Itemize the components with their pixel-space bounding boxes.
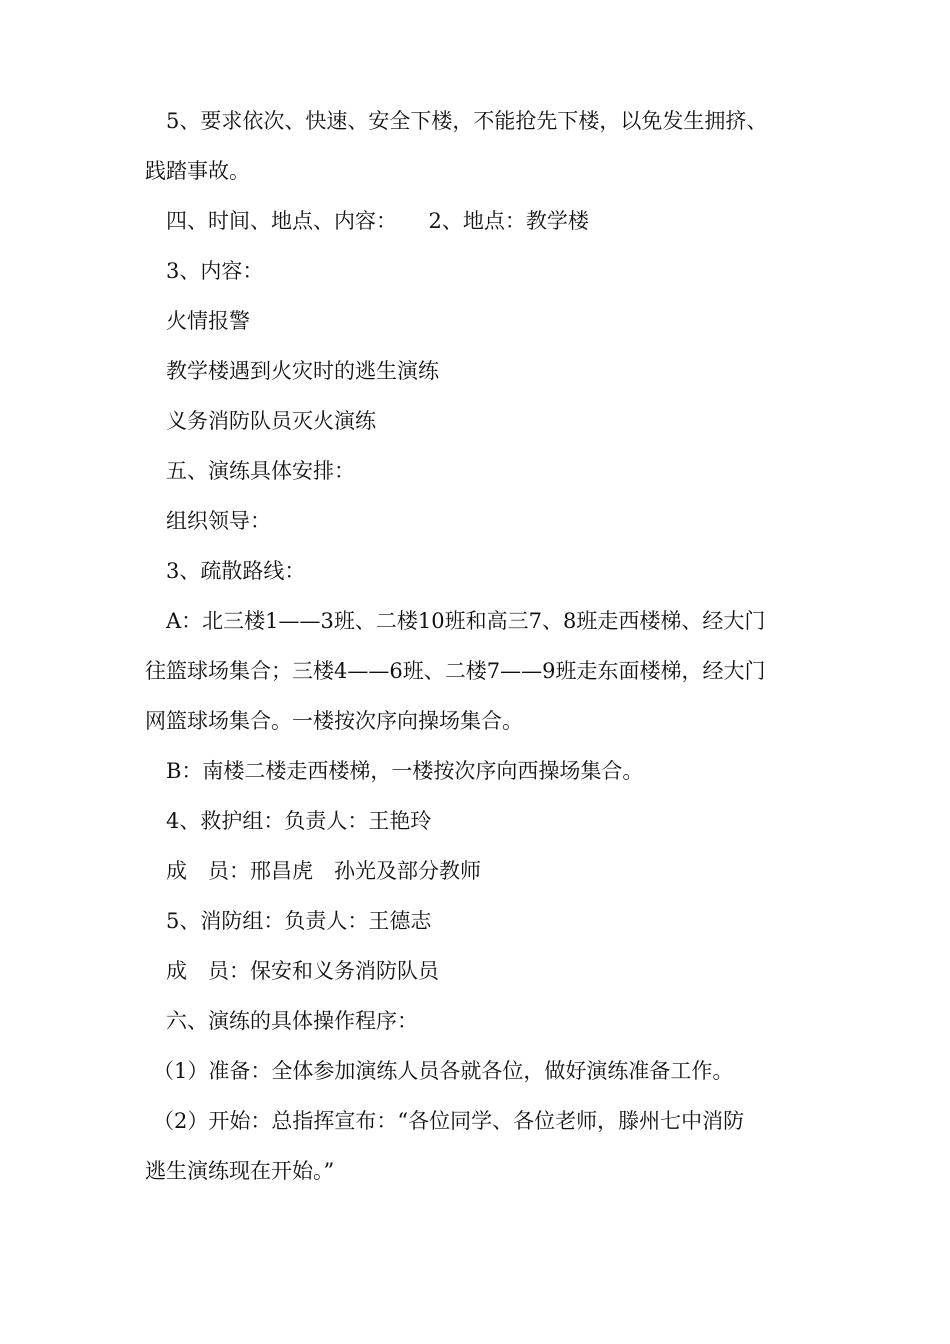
paragraph-line: （2）开始：总指挥宣布：“各位同学、各位老师，滕州七中消防 [153,1109,745,1133]
paragraph-line: 成 员：邢昌虎 孙光及部分教师 [166,859,481,883]
paragraph-line: 逃生演练现在开始。” [145,1159,335,1183]
paragraph-line: （1）准备：全体参加演练人员各就各位，做好演练准备工作。 [153,1059,734,1083]
paragraph-line: 教学楼遇到火灾时的逃生演练 [166,359,439,383]
document-body [145,96,815,1196]
paragraph-line: A：北三楼1——3班、二楼10班和高三7、8班走西楼梯、经大门 [166,609,766,633]
section-heading: 五、演练具体安排： [166,459,355,483]
paragraph-line: 3、疏散路线： [166,559,306,583]
paragraph-line: 成 员：保安和义务消防队员 [166,959,439,983]
paragraph-line: 5、消防组：负责人：王德志 [166,909,432,933]
section-heading: 六、演练的具体操作程序： [166,1009,418,1033]
paragraph-line: 3、内容： [166,259,264,283]
paragraph-line: 火情报警 [166,309,250,333]
paragraph-line: B：南楼二楼走西楼梯，一楼按次序向西操场集合。 [166,759,644,783]
paragraph-line: 义务消防队员灭火演练 [166,409,376,433]
paragraph-line: 践踏事故。 [145,159,250,183]
paragraph-line: 网篮球场集合。一楼按次序向操场集合。 [145,709,523,733]
paragraph-line: 往篮球场集合；三楼4——6班、二楼7——9班走东面楼梯，经大门 [145,659,766,683]
paragraph-line: 组织领导： [166,509,271,533]
section-heading: 四、时间、地点、内容： 2、地点：教学楼 [166,209,589,233]
paragraph-line: 4、救护组：负责人：王艳玲 [166,809,432,833]
paragraph-line: 5、要求依次、快速、安全下楼，不能抢先下楼，以免发生拥挤、 [166,109,768,133]
